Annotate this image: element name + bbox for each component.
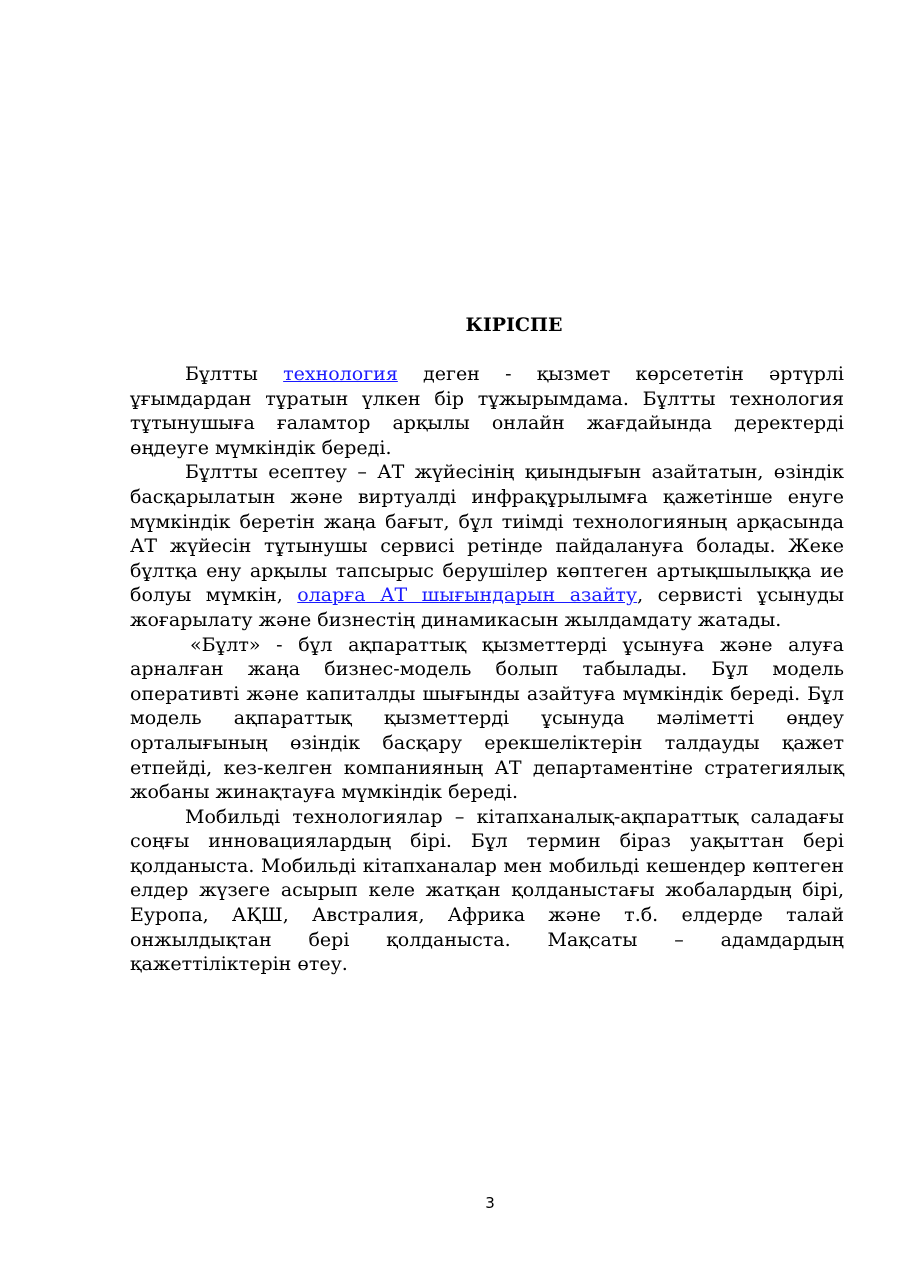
paragraph-2-text-start: Бұлтты есептеу – АТ жүйесінің қиындығын азайтатын, өзіндік басқарылатын және виртуалді инфрақұрылымға қажетінше енуге мүмкіндік беретін жаңа бағыт, бұл тиімді технологияның арқасында АТ жүйесін тұтынушы сервисі ретінде пайдалануға болады. Жеке бұлтқа ену арқылы тапсырыс берушілер көптеген артықшылыққа ие болуы мүмкін, — [130, 461, 844, 607]
paragraph-4: Мобильді технологиялар – кітапханалық-ақпараттық саладағы соңғы инновациялардың бірі. Бұл термин біраз уақыттан бері қолданыста. Мобильді кітапханалар мен мобильді кешендер көптеген елдер жүзеге асырып келе жатқан қолданыстағы жобалардың бірі, Еуропа, АҚШ, Австралия, Африка және т.б. елдерде талай онжылдықтан бері қолданыста. Мақсаты – адамдардың қажеттіліктерін өтеу. — [130, 805, 844, 976]
paragraph-1 — [130, 362, 844, 460]
technology-link[interactable]: технология — [283, 363, 398, 385]
paragraph-1-text-end: деген - қызмет көрсететін әртүрлі ұғымдардан тұратын үлкен бір тұжырымдама. Бұлтты технология тұтынушыға ғаламтор арқылы онлайн жағдайында деректерді өңдеуге мүмкіндік береді. — [130, 363, 844, 459]
page-title: КІРІСПЕ — [465, 314, 563, 336]
page-number: 3 — [485, 1194, 495, 1212]
paragraph-2-text-end: , сервисті ұсынуды жоғарылату және бизнестің динамикасын жылдамдату жатады. — [130, 584, 844, 631]
paragraph-1-text-start: Бұлтты — [185, 363, 284, 385]
document-body — [130, 362, 844, 977]
reduce-it-costs-link[interactable]: оларға АТ шығындарын азайту — [297, 584, 638, 607]
paragraph-3: «Бұлт» - бұл ақпараттық қызметтерді ұсынуға және алуға арналған жаңа бизнес-модель болып табылады. Бұл модель оперативті және капиталды шығынды азайтуға мүмкіндік береді. Бұл модель ақпараттық қызметтерді ұсынуда мәліметті өңдеу орталығының өзіндік басқару ерекшеліктерін талдауды қажет етпейді, кез-келген компанияның АТ департаментіне стратегиялық жобаны жинақтауға мүмкіндік береді. — [130, 633, 844, 804]
paragraph-2 — [130, 460, 844, 632]
